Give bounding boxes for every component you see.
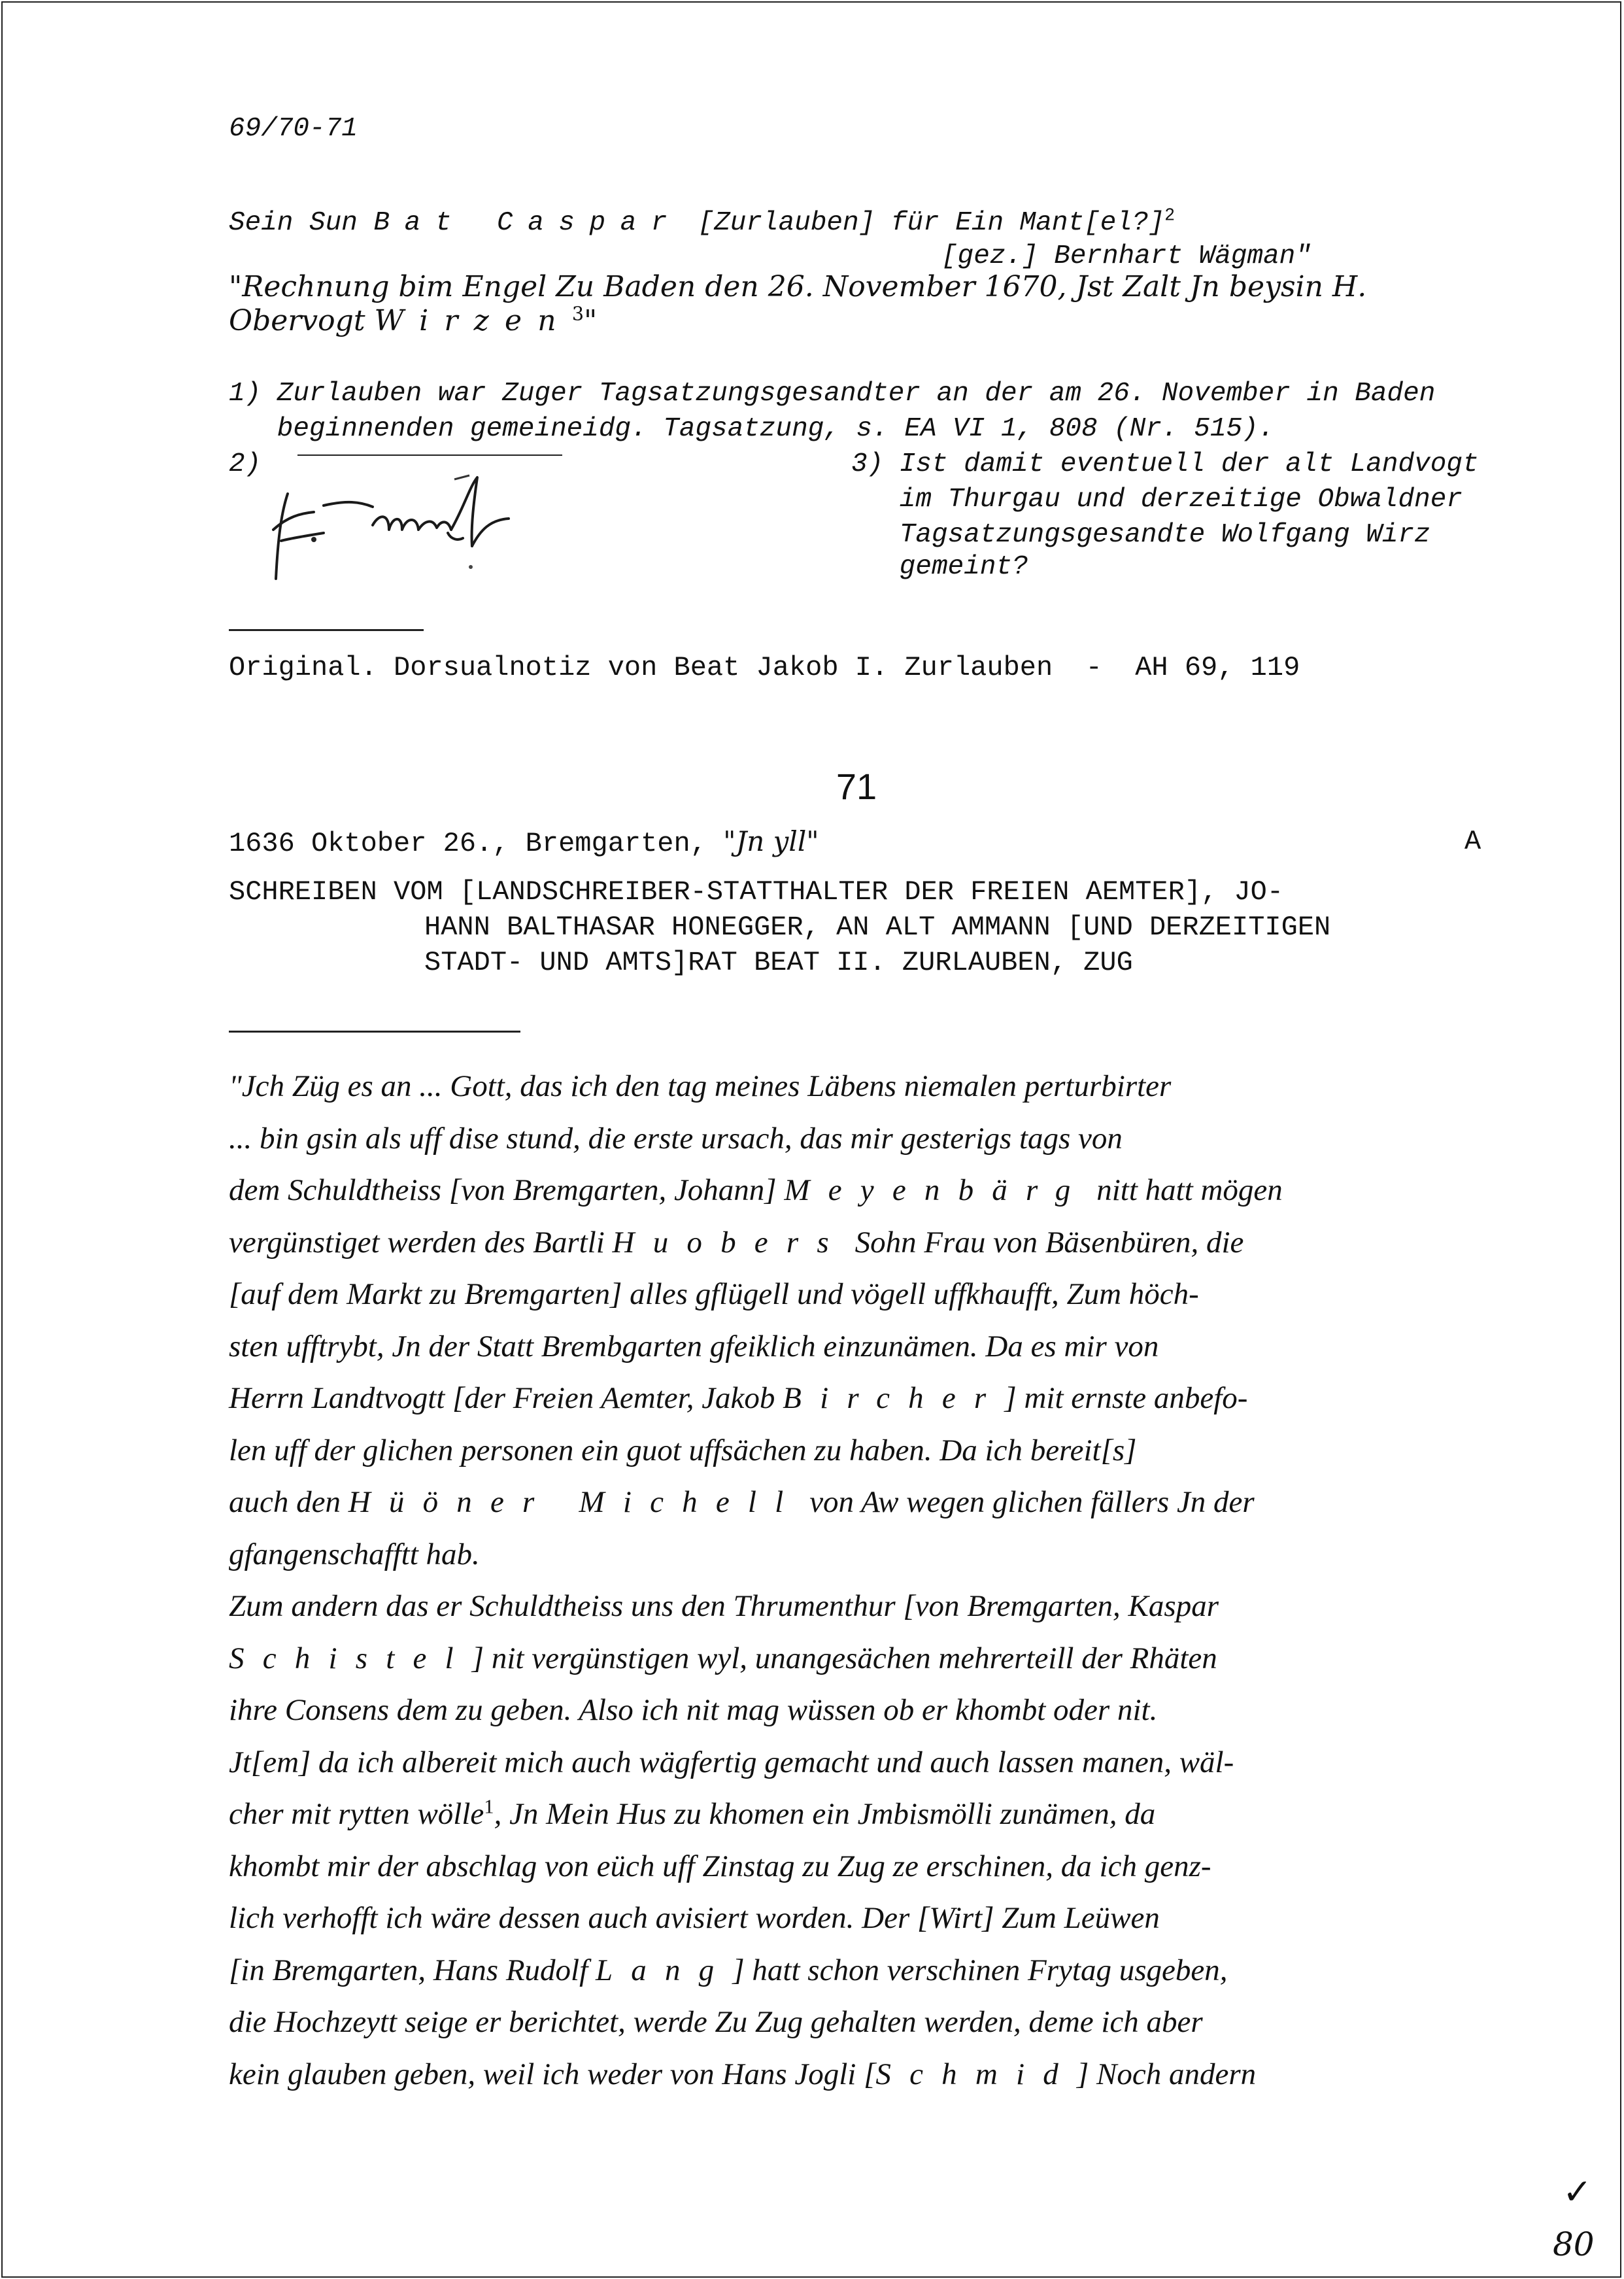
body-line-20: kein glauben geben, weil ich weder von Hans Jogli [Schmid] Noch andern (229, 2057, 1257, 2091)
footnote-3-line-4: gemeint? (851, 552, 1028, 582)
body-line-16: khombt mir der abschlag von eüch uff Zinstag zu Zug ze erschinen, da ich genz- (229, 1849, 1211, 1883)
body-line-07: Herrn Landtvogtt [der Freien Aemter, Jakob Bircher] mit ernste anbefo- (229, 1381, 1248, 1415)
body-line-11: Zum andern das er Schuldtheiss uns den Thrumenthur [von Bremgarten, Kaspar (229, 1589, 1219, 1623)
body-line-03: dem Schuldtheiss [von Bremgarten, Johann] Meyenbärg nitt hatt mögen (229, 1173, 1283, 1207)
doc70-quote-line-1: "Rechnung bim Engel Zu Baden den 26. November 1670, Jst Zalt Jn beysin H. (229, 270, 1367, 303)
body-line-15: cher mit rytten wölle$^1$, Jn Mein Hus zu khomen ein Jmbismölli zunämen, da (229, 1795, 1156, 1831)
doc70-line-1: Sein Sun Bat Caspar [Zurlauben] für Ein Mant[el?]$^2$ (229, 206, 1176, 238)
body-line-09: auch den Hüöner Michell von Aw wegen glichen fällers Jn der (229, 1485, 1255, 1519)
document-number: 71 (836, 766, 877, 807)
page-number: 80 (1553, 2225, 1595, 2263)
footnote-ref-1: 1 (484, 1795, 494, 1818)
body-line-14: Jt[em] da ich albereit mich auch wägfertig gemacht und auch lassen manen, wäl- (229, 1745, 1234, 1779)
date-place-line: 1636 Oktober 26., Bremgarten, "Jn yll" (229, 825, 819, 859)
document-letter: A (1464, 826, 1481, 857)
doc70-quote-line-2: Obervogt Wirzen$^3$" (229, 302, 598, 337)
footnote-2-rule (297, 454, 562, 456)
footnote-1-line-1: 1) Zurlauben war Zuger Tagsatzungsgesandter an der am 26. November in Baden (229, 379, 1436, 409)
signature-facsimile-image (262, 468, 536, 592)
body-rule (229, 1031, 520, 1033)
body-line-08: len uff der glichen personen ein guot uffsächen zu haben. Da ich bereit[s] (229, 1433, 1137, 1467)
footnote-3-line-3: Tagsatzungsgesandte Wolfgang Wirz (851, 520, 1430, 550)
checkmark-icon: ✓ (1563, 2171, 1593, 2212)
footnote-1-line-2: beginnenden gemeineidg. Tagsatzung, s. EA VI 1, 808 (Nr. 515). (229, 414, 1275, 444)
body-line-04: vergünstiget werden des Bartli Huobers Sohn Frau von Bäsenbüren, die (229, 1225, 1244, 1259)
body-line-12: Schistel] nit vergünstigen wyl, unangesächen mehrerteill der Rhäten (229, 1641, 1217, 1675)
footnote-3-line-1: 3) Ist damit eventuell der alt Landvogt (851, 449, 1479, 479)
body-line-10: gfangenschafftt hab. (229, 1537, 480, 1571)
page-reference: 69/70-71 (229, 114, 358, 144)
heading-line-1: SCHREIBEN VOM [LANDSCHREIBER-STATTHALTER DER FREIEN AEMTER], JO- (229, 876, 1284, 908)
heading-line-2: HANN BALTHASAR HONEGGER, AN ALT AMMANN [UND DERZEITIGEN (424, 912, 1331, 943)
doc70-signature-line: [gez.] Bernhart Wägman" (941, 241, 1311, 271)
body-line-01: "Jch Züg es an ... Gott, das ich den tag meines Läbens niemalen perturbirter (229, 1069, 1172, 1103)
body-line-18: [in Bremgarten, Hans Rudolf Lang] hatt schon verschinen Frytag usgeben, (229, 1953, 1228, 1987)
body-line-19: die Hochzeytt seige er berichtet, werde Zu Zug gehalten werden, deme ich aber (229, 2005, 1203, 2039)
source-rule (229, 629, 424, 631)
footnote-ref-3: 3 (571, 302, 584, 325)
footnote-3-line-2: im Thurgau und derzeitige Obwaldner (851, 485, 1463, 515)
body-line-17: lich verhofft ich wäre dessen auch avisiert worden. Der [Wirt] Zum Leüwen (229, 1901, 1160, 1935)
body-line-13: ihre Consens dem zu geben. Also ich nit mag wüssen ob er khombt oder nit. (229, 1693, 1158, 1727)
footnote-2-label: 2) (229, 449, 262, 479)
heading-line-3: STADT- UND AMTS]RAT BEAT II. ZURLAUBEN, ZUG (424, 947, 1133, 978)
footnote-ref-2: 2 (1164, 206, 1176, 226)
body-line-05: [auf dem Markt zu Bremgarten] alles gflügell und vögell uffkhaufft, Zum höch- (229, 1277, 1199, 1311)
source-note: Original. Dorsualnotiz von Beat Jakob I. Zurlauben - AH 69, 119 (229, 652, 1300, 683)
body-line-06: sten ufftrybt, Jn der Statt Brembgarten gfeiklich einzunämen. Da es mir von (229, 1329, 1159, 1363)
body-line-02: ... bin gsin als uff dise stund, die erste ursach, das mir gesterigs tags von (229, 1122, 1123, 1156)
